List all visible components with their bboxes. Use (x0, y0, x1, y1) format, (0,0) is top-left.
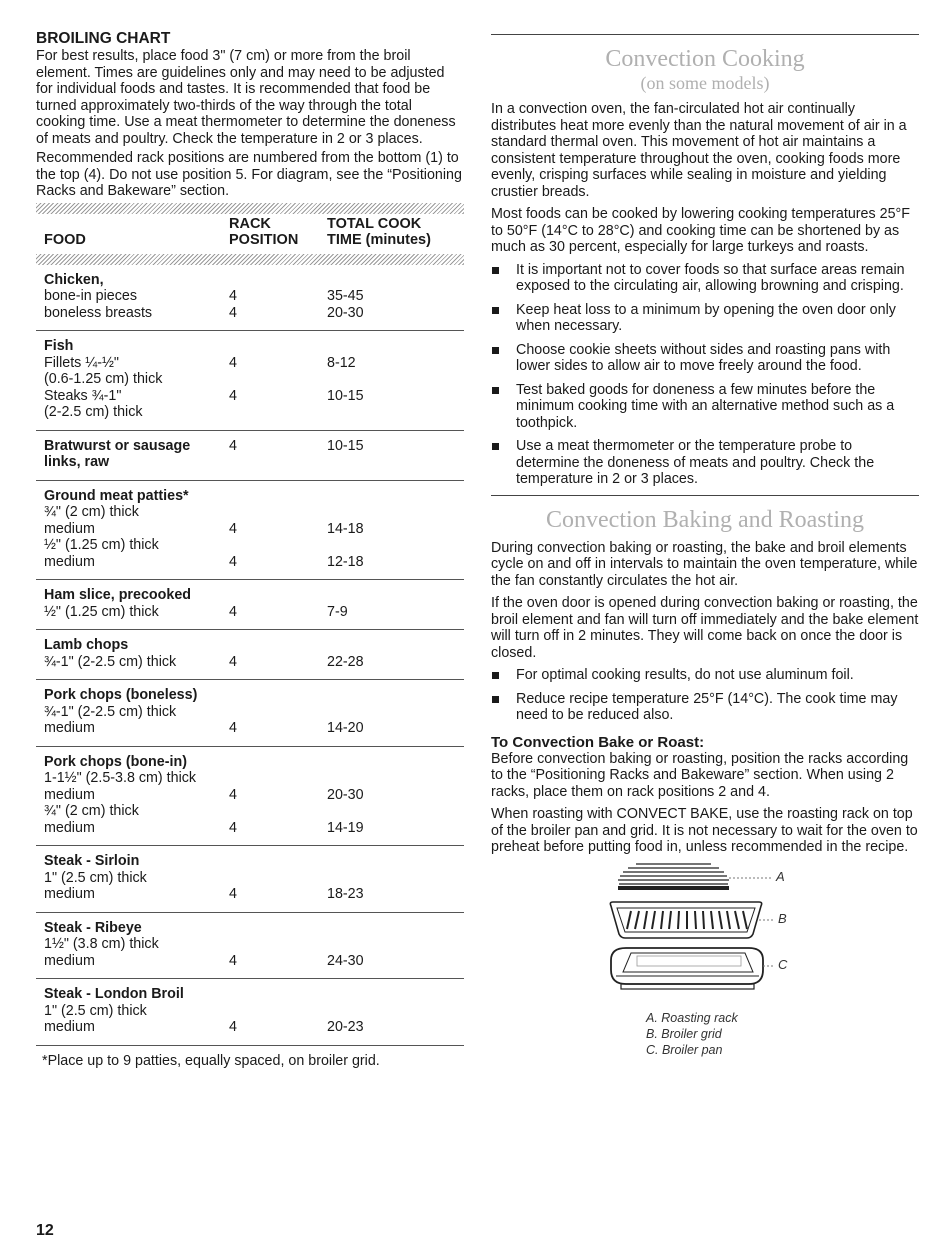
table-header-hatch (36, 254, 464, 265)
table-row (36, 803, 464, 820)
cook-time-value: 14-19 (327, 820, 464, 846)
bullet-square-icon (492, 387, 499, 394)
bullet-square-icon (492, 267, 499, 274)
rack-position-value: 4 (229, 720, 327, 746)
food-name: Ground meat patties* (44, 487, 189, 504)
food-group-title-row (36, 746, 464, 770)
food-detail: Fillets ¼-½" (44, 354, 119, 371)
cook-time-value (327, 404, 464, 430)
food-name: Bratwurst or sausage (44, 437, 191, 454)
table-row (36, 770, 464, 787)
left-column (36, 30, 464, 1069)
bullet-text: It is important not to cover foods so that surface areas remain exposed to the circulating air, allowing browning and crisping. (516, 261, 905, 294)
broiling-intro-paragraph: For best results, place food 3" (7 cm) or more from the broil element. Times are guidelines only and may need to be adjusted for individual foods and tastes. It is recommended that food be turned approximately two-thirds of the way through the total cooking time. Use a meat thermometer to determine the doneness of meats and poultry. Check the temperature in 2 or 3 places. (36, 48, 456, 147)
cook-time-value (327, 537, 464, 554)
food-group-title-row (36, 979, 464, 1003)
broiling-table-body (36, 254, 464, 1046)
food-detail: medium (36, 886, 229, 912)
broiling-table (36, 214, 464, 1046)
food-detail: ½" (1.25 cm) thick (44, 537, 159, 553)
food-group-title-row (36, 331, 464, 355)
table-row (36, 820, 464, 846)
rack-position-value (229, 480, 327, 504)
rack-position-value (229, 680, 327, 704)
cook-time-value (327, 1003, 464, 1020)
table-row (36, 604, 464, 630)
table-row (36, 305, 464, 331)
bullet-square-icon (492, 443, 499, 450)
food-detail: ½" (1.25 cm) thick (36, 604, 229, 630)
cook-time-value (327, 680, 464, 704)
rack-position-value: 4 (229, 886, 327, 912)
bullet-square-icon (492, 347, 499, 354)
header-time-line: TIME (minutes) (327, 232, 431, 248)
table-row (36, 504, 464, 521)
legend-item: A. Roasting rack (646, 1010, 738, 1025)
food-name: Steak - London Broil (44, 986, 184, 1002)
header-rack-line: POSITION (229, 232, 299, 248)
cook-time-value (327, 580, 464, 604)
cook-time-value (327, 912, 464, 936)
rack-position-value: 4 (229, 953, 327, 979)
food-name: Fish (44, 338, 74, 354)
convection-paragraph: In a convection oven, the fan-circulated hot air continually distributes heat more evenly than the natural movement of air in a standard thermal oven. This movement of hot air maintains a consistent temperature throughout the oven, cooking foods more evenly, crisping surfaces while sealing in moisture and yielding crustier breads. (491, 101, 907, 200)
cook-time-value: 20-23 (327, 1019, 464, 1045)
cook-time-value (327, 504, 464, 521)
bullet-item (491, 262, 919, 295)
rack-position-value (229, 979, 327, 1003)
cook-time-value: 20-30 (327, 305, 464, 331)
rack-position-value (229, 846, 327, 870)
convection-cooking-subtitle: (on some models) (640, 73, 770, 93)
broiler-pan-figure (491, 858, 919, 1057)
bullet-item (491, 382, 919, 432)
food-detail: medium (36, 820, 229, 846)
table-row (36, 1003, 464, 1020)
table-row (36, 521, 464, 538)
bullet-text: Keep heat loss to a minimum by opening the oven door only when necessary. (516, 301, 896, 334)
convection-baking-title: Convection Baking and Roasting (546, 506, 864, 533)
table-row (36, 371, 464, 388)
rack-position-value (229, 770, 327, 787)
food-detail: medium (36, 1019, 229, 1045)
cook-time-value: 20-30 (327, 786, 364, 803)
cook-time-value (327, 704, 464, 721)
cook-time-value: 7-9 (327, 604, 464, 630)
bullet-item (491, 302, 919, 335)
convection-baking-paragraph: During convection baking or roasting, the bake and broil elements cycle on and off in intervals to maintain the oven temperature, while the fan constantly circulates the hot air. (491, 539, 918, 589)
broiler-pan-illustration-part (611, 948, 775, 989)
cook-time-value: 18-23 (327, 886, 464, 912)
food-detail: Steaks ¾-1" (44, 387, 122, 404)
cook-time-value (327, 870, 464, 887)
food-name: Steak - Sirloin (44, 853, 140, 869)
rack-position-value: 4 (229, 520, 237, 537)
rack-position-value (229, 331, 327, 355)
cook-time-value: 35-45 (327, 288, 364, 304)
bullet-square-icon (492, 307, 499, 314)
food-name: Pork chops (boneless) (44, 687, 198, 703)
table-row (36, 388, 464, 405)
food-detail: (2-2.5 cm) thick (36, 404, 229, 430)
rack-position-value (229, 803, 327, 820)
header-rack-position (229, 214, 327, 254)
cook-time-value: 10-15 (327, 437, 364, 454)
food-detail: 1-1½" (2.5-3.8 cm) thick (44, 770, 197, 786)
food-detail: medium (36, 554, 229, 580)
cook-time-value (327, 371, 464, 388)
howto-paragraph: Before convection baking or roasting, position the racks according to the “Positioning Racks and Bakeware” section. When using 2 racks, place them on rack positions 2 and 4. (491, 750, 909, 800)
convection-paragraph: Most foods can be cooked by lowering cooking temperatures 25°F to 50°F (14°C to 28°C) and cooking time can be shortened by as much as 30 percent, especially for large turkeys and roasts. (491, 206, 910, 255)
table-row (36, 404, 464, 430)
bullet-item (491, 691, 919, 724)
broiling-intro (36, 48, 464, 200)
legend-item: C. Broiler pan (646, 1042, 723, 1057)
rack-position-value (229, 870, 327, 887)
table-row (36, 704, 464, 721)
rack-position-value (229, 630, 327, 654)
figure-label-b: B (778, 910, 787, 926)
convection-baking-bullets (491, 667, 919, 724)
cook-time-value: 24-30 (327, 953, 464, 979)
rack-position-value: 4 (229, 354, 237, 371)
convection-baking-paragraph: If the oven door is opened during convection baking or roasting, the broil element and fan will turn off immediately and the bake element will turn off in 2 minutes. They will come back on once the door is closed. (491, 595, 919, 661)
table-row (36, 720, 464, 746)
cook-time-value (327, 630, 464, 654)
rack-position-value (229, 936, 327, 953)
broiler-pan-illustration (491, 858, 919, 1008)
header-time-line: TOTAL COOK (327, 215, 422, 232)
table-row (36, 554, 464, 580)
figure-legend (646, 1010, 738, 1058)
bullet-text: Reduce recipe temperature 25°F (14°C). The cook time may need to be reduced also. (516, 690, 898, 723)
food-detail: ¾" (2 cm) thick (44, 803, 139, 819)
section-rule (491, 34, 919, 35)
table-top-hatch (36, 203, 464, 214)
rack-position-value (229, 746, 327, 770)
cook-time-value (327, 846, 464, 870)
rack-position-value (229, 1003, 327, 1020)
convection-bullets (491, 262, 919, 488)
table-row (36, 953, 464, 979)
header-rack-line: RACK (229, 215, 271, 232)
table-row (36, 288, 464, 305)
table-row (36, 936, 464, 953)
rack-position-value: 4 (229, 820, 327, 846)
rack-position-value: 4 (229, 554, 327, 580)
bullet-text: For optimal cooking results, do not use aluminum foil. (516, 667, 854, 683)
rack-position-value: 4 (229, 437, 237, 454)
convection-cooking-title: Convection Cooking (605, 46, 805, 72)
table-row (36, 1019, 464, 1045)
howto-paragraph: When roasting with CONVECT BAKE, use the roasting rack on top of the broiler pan and grid. It is not necessary to wait for the oven to preheat before putting food in, unless recommended in the recipe. (491, 806, 918, 855)
food-detail: 1" (2.5 cm) thick (44, 869, 147, 886)
header-food: FOOD (44, 232, 86, 248)
bullet-text: Test baked goods for doneness a few minutes before the minimum cooking time with an alternative method such as a toothpick. (516, 381, 895, 431)
food-detail: 1½" (3.8 cm) thick (44, 936, 159, 952)
bullet-square-icon (492, 672, 499, 679)
food-detail: ¾" (2 cm) thick (44, 504, 139, 520)
food-detail: medium (36, 720, 229, 746)
food-group-title-row (36, 680, 464, 704)
broiling-chart-heading: BROILING CHART (36, 30, 171, 47)
food-name: Steak - Ribeye (44, 919, 142, 936)
cook-time-value (327, 331, 464, 355)
cook-time-value (327, 979, 464, 1003)
rack-position-value (229, 454, 327, 480)
cook-time-value (327, 454, 464, 480)
food-name: Chicken, (44, 271, 104, 288)
page-number: 12 (36, 1222, 54, 1239)
table-row (36, 870, 464, 887)
table-row (36, 355, 464, 372)
figure-label-a: A (776, 868, 785, 884)
cook-time-value (327, 803, 464, 820)
legend-item: B. Broiler grid (646, 1026, 722, 1041)
bullet-text: Choose cookie sheets without sides and roasting pans with lower sides to allow air to move freely around the food. (516, 341, 891, 374)
right-column (491, 34, 919, 1057)
rack-position-value: 4 (229, 654, 327, 680)
bullet-item (491, 667, 919, 684)
food-detail: (0.6-1.25 cm) thick (44, 371, 163, 387)
cook-time-value: 8-12 (327, 354, 356, 371)
broiler-grid-illustration (610, 902, 775, 938)
food-detail: medium (44, 786, 95, 803)
rack-position-value: 4 (229, 288, 237, 304)
roasting-rack-illustration (618, 864, 773, 890)
broiling-footnote: *Place up to 9 patties, equally spaced, on broiler grid. (42, 1052, 380, 1069)
rack-position-value: 4 (229, 604, 327, 630)
rack-position-value: 4 (229, 1019, 327, 1045)
rack-position-value (229, 404, 327, 430)
rack-position-value (229, 537, 327, 554)
cook-time-value (327, 936, 464, 953)
food-group-title-row (36, 630, 464, 654)
food-group-title-row (36, 580, 464, 604)
bullet-item (491, 438, 919, 488)
food-group-title-row (36, 480, 464, 504)
food-detail: links, raw (36, 454, 229, 480)
table-row (36, 886, 464, 912)
rack-position-value: 4 (229, 387, 237, 404)
bullet-text: Use a meat thermometer or the temperature probe to determine the doneness of meats and poultry. Check the temperature in 2 or 3 places. (516, 438, 875, 487)
rack-position-value (229, 371, 327, 388)
cook-time-value: 10-15 (327, 387, 364, 404)
rack-position-value: 4 (229, 786, 237, 803)
convection-bake-howto-heading: To Convection Bake or Roast: (491, 733, 705, 751)
section-rule (491, 495, 919, 496)
cook-time-value: 12-18 (327, 554, 464, 580)
cook-time-value (327, 480, 464, 504)
header-total-cook-time (327, 214, 464, 254)
food-group-title-row (36, 846, 464, 870)
food-detail: 1" (2.5 cm) thick (44, 1002, 147, 1019)
food-name: Lamb chops (44, 637, 129, 653)
bullet-item (491, 342, 919, 375)
cook-time-value (327, 746, 464, 770)
rack-position-value: 4 (229, 305, 327, 331)
rack-position-value (229, 580, 327, 604)
table-row (36, 454, 464, 480)
table-row (36, 654, 464, 680)
rack-position-value (229, 704, 327, 721)
broiling-intro-paragraph: Recommended rack positions are numbered from the bottom (1) to the top (4). Do not use position 5. For diagram, see the “Positioning Racks and Bakeware” section. (36, 150, 462, 199)
food-name: Ham slice, precooked (44, 587, 192, 603)
cook-time-value (327, 770, 464, 787)
table-header-row (36, 214, 464, 254)
cook-time-value: 22-28 (327, 654, 464, 680)
food-detail: boneless breasts (36, 305, 229, 331)
bullet-square-icon (492, 696, 499, 703)
rack-position-value (229, 912, 327, 936)
cook-time-value: 14-20 (327, 720, 464, 746)
table-row (36, 787, 464, 804)
food-detail: ¾-1" (2-2.5 cm) thick (44, 703, 177, 720)
food-group-title-row (36, 430, 464, 454)
food-detail: bone-in pieces (44, 288, 137, 304)
food-detail: medium (44, 520, 95, 537)
rack-position-value (229, 504, 327, 521)
cook-time-value: 14-18 (327, 520, 364, 537)
food-detail: ¾-1" (2-2.5 cm) thick (36, 654, 229, 680)
table-row (36, 537, 464, 554)
food-name: Pork chops (bone-in) (44, 753, 187, 770)
figure-label-c: C (778, 956, 788, 972)
food-group-title-row (36, 912, 464, 936)
food-detail: medium (36, 953, 229, 979)
